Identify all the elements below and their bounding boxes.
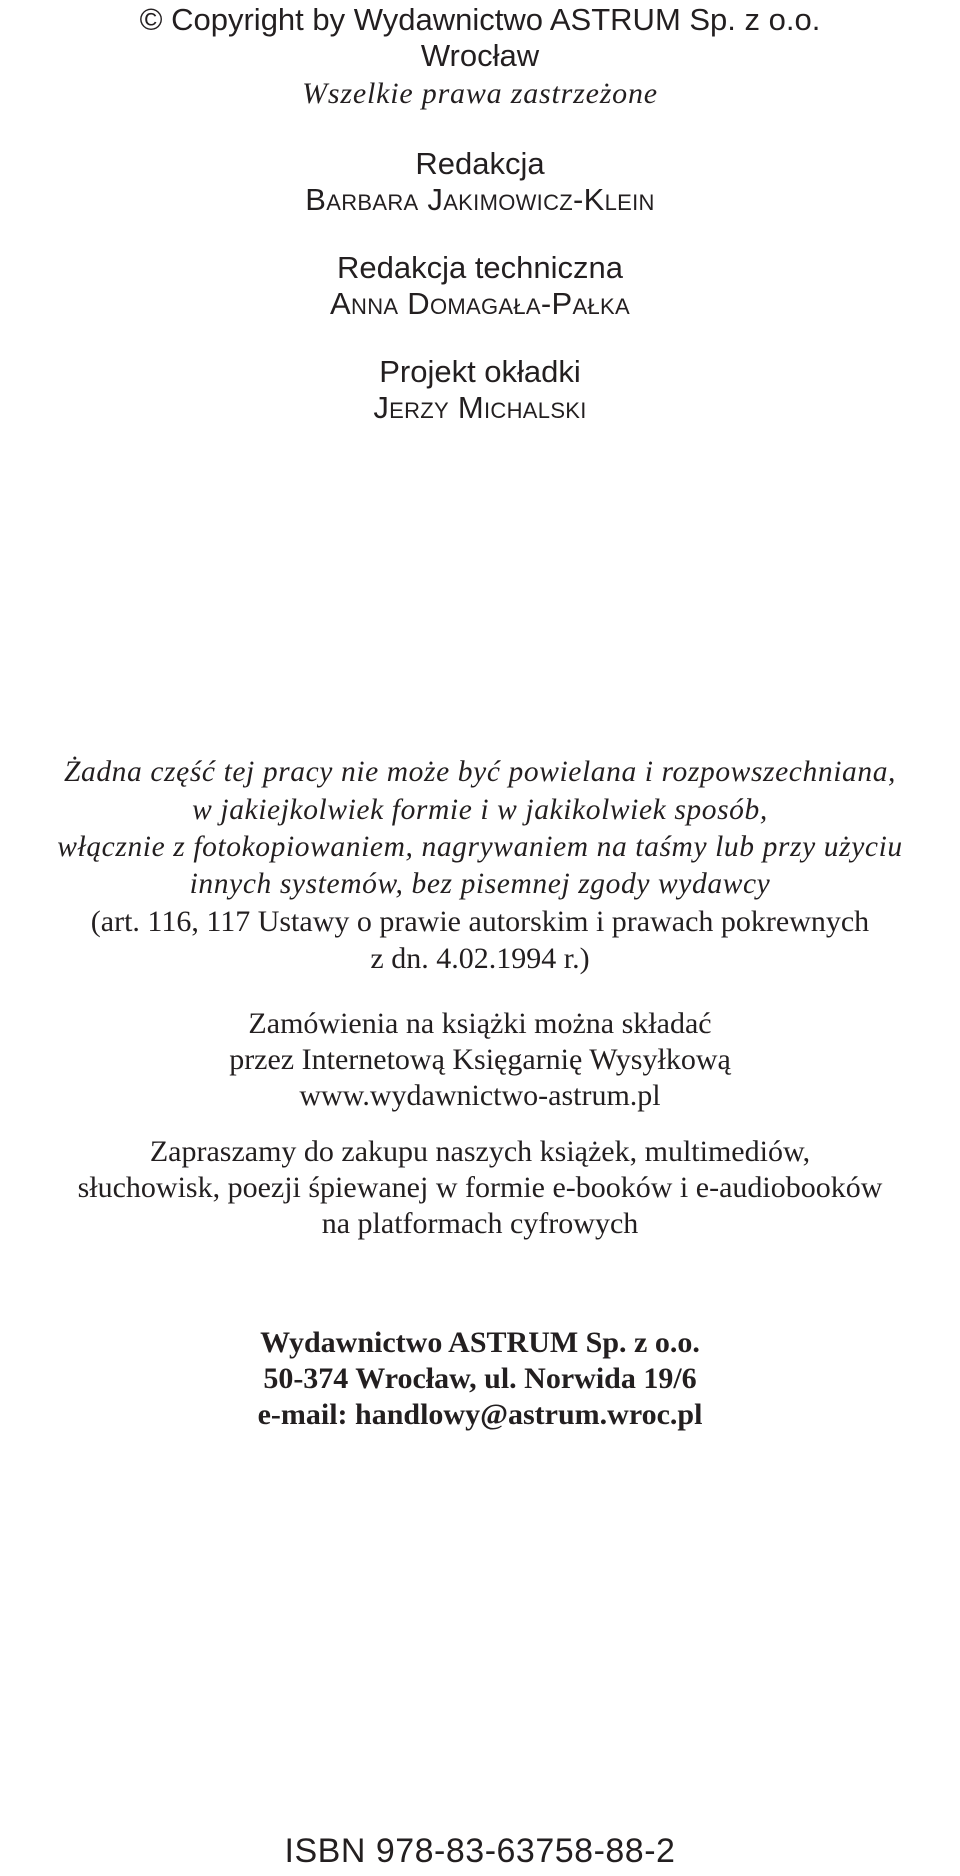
legal-notice-line: innych systemów, bez pisemnej zgody wydawcy [189, 868, 771, 900]
editor-name: Barbara Jakimowicz-Klein [305, 182, 655, 217]
ordering-line: Zamówienia na książki można składać [248, 1007, 712, 1040]
law-reference-line: z dn. 4.02.1994 r.) [370, 942, 590, 975]
law-reference-line: (art. 116, 117 Ustawy o prawie autorskim i prawach pokrewnych [90, 905, 870, 938]
invitation-line: Zapraszamy do zakupu naszych książek, multimediów, [149, 1135, 811, 1168]
invitation-line: na platformach cyfrowych [321, 1207, 639, 1240]
publisher-email[interactable]: e-mail: handlowy@astrum.wroc.pl [257, 1398, 703, 1431]
legal-notice-line: Żadna część tej pracy nie może być powielana i rozpowszechniana, [63, 756, 897, 788]
website-link[interactable]: www.wydawnictwo-astrum.pl [299, 1079, 661, 1112]
invitation-line: słuchowisk, poezji śpiewanej w formie e-booków i e-audiobooków [77, 1171, 883, 1204]
publisher-name: Wydawnictwo ASTRUM Sp. z o.o. [260, 1326, 700, 1359]
editor-role: Redakcja [415, 146, 545, 181]
publisher-address: 50-374 Wrocław, ul. Norwida 19/6 [263, 1362, 697, 1395]
cover-design-role: Projekt okładki [379, 354, 581, 389]
legal-notice-line: włącznie z fotokopiowaniem, nagrywaniem na taśmy lub przy użyciu [57, 831, 903, 863]
rights-reserved: Wszelkie prawa zastrzeżone [302, 77, 658, 110]
legal-notice-line: w jakiejkolwiek formie i w jakikolwiek sposób, [192, 794, 768, 826]
copyright-line: © Copyright by Wydawnictwo ASTRUM Sp. z o.o. [139, 2, 821, 37]
ordering-line: przez Internetową Księgarnię Wysyłkową [229, 1043, 731, 1076]
technical-editor-name: Anna Domagała-Pałka [330, 286, 630, 321]
city-line: Wrocław [420, 38, 540, 73]
isbn-number: ISBN 978-83-63758-88-2 [284, 1832, 676, 1870]
technical-editor-role: Redakcja techniczna [336, 250, 624, 285]
cover-design-name: Jerzy Michalski [373, 390, 587, 425]
